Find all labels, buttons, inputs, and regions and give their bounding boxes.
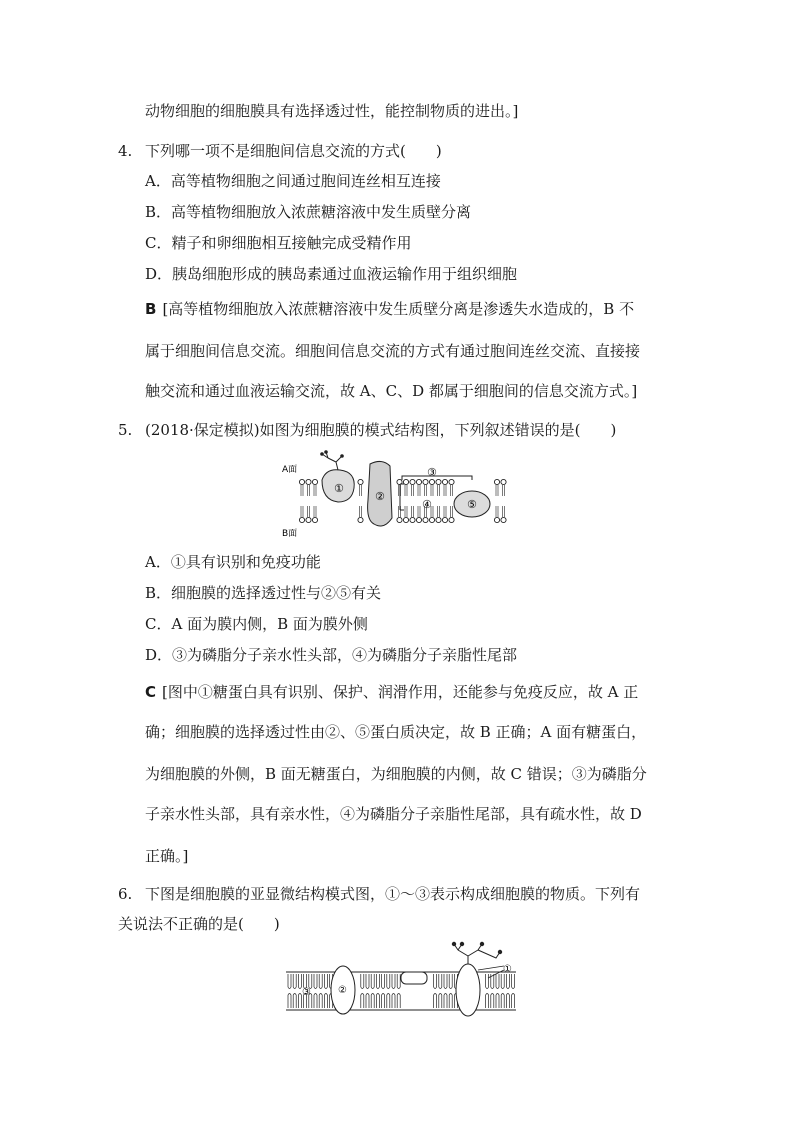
q4-answer-line-1 (145, 299, 634, 319)
q4-option-c: C．精子和卵细胞相互接触完成受精作用 (145, 234, 412, 252)
q4-answer-letter: B (145, 300, 157, 318)
q4-option-d: D．胰岛细胞形成的胰岛素通过血液运输作用于组织细胞 (145, 265, 518, 283)
membrane-diagram-q6 (282, 940, 518, 1020)
q5-explanation-2: 确；细胞膜的选择透过性由②、⑤蛋白质决定，故 B 正确；A 面有糖蛋白， (145, 723, 647, 741)
q5-explanation-1: [图中①糖蛋白具有识别、保护、润滑作用，还能参与免疫反应，故 A 正 (162, 683, 639, 701)
q6-number: 6. (118, 885, 133, 903)
q5-explanation-5: 正确。] (145, 847, 189, 865)
q5-option-c: C．A 面为膜内侧，B 面为膜外侧 (145, 615, 368, 633)
membrane-diagram-q5 (282, 450, 512, 542)
marker-3: ③ (427, 466, 437, 479)
peripheral-protein (401, 972, 427, 984)
q5-explanation-3: 为细胞膜的外侧，B 面无糖蛋白，为细胞膜的内侧，故 C 错误；③为磷脂分 (145, 765, 647, 783)
q5-stem: (2018·保定模拟)如图为细胞膜的模式结构图，下列叙述错误的是( ) (145, 421, 617, 439)
side-a-label: A面 (282, 465, 298, 475)
marker-1: ① (334, 482, 344, 495)
marker-2: ② (375, 490, 385, 503)
phospholipid-heads-inner (299, 517, 506, 522)
marker-1: ① (503, 964, 512, 975)
glycoprotein (456, 964, 480, 1016)
sugar-chain (454, 944, 500, 964)
marker-4: ④ (422, 498, 432, 511)
q5-option-d: D．③为磷脂分子亲水性头部，④为磷脂分子亲脂性尾部 (145, 646, 518, 664)
q4-explanation-2: 属于细胞间信息交流。细胞间信息交流的方式有通过胞间连丝交流、直接接 (145, 342, 641, 360)
q5-option-a: A．①具有识别和免疫功能 (145, 553, 321, 571)
q5-answer-line-1 (145, 682, 638, 702)
prev-answer-tail: 动物细胞的细胞膜具有选择透过性，能控制物质的进出。] (145, 102, 519, 120)
q4-option-a: A．高等植物细胞之间通过胞间连丝相互连接 (145, 172, 441, 190)
side-b-label: B面 (282, 529, 298, 539)
q6-stem-2: 关说法不正确的是( ) (118, 915, 280, 933)
q5-option-b: B．细胞膜的选择透过性与②⑤有关 (145, 584, 382, 602)
sugar-chain (322, 452, 342, 470)
marker-2: ② (338, 985, 347, 996)
q4-stem: 下列哪一项不是细胞间信息交流的方式( ) (145, 142, 442, 160)
q5-explanation-4: 子亲水性头部，具有亲水性，④为磷脂分子亲脂性尾部，具有疏水性，故 D (145, 805, 642, 823)
marker-5: ⑤ (467, 498, 477, 511)
q5-number: 5. (118, 421, 133, 439)
q5-answer-letter: C (145, 683, 157, 701)
q4-explanation-1: [高等植物细胞放入浓蔗糖溶液中发生质壁分离是渗透失水造成的，B 不 (162, 300, 635, 318)
q4-explanation-3: 触交流和通过血液运输交流，故 A、C、D 都属于细胞间的信息交流方式。] (145, 382, 638, 400)
q4-option-b: B．高等植物细胞放入浓蔗糖溶液中发生质壁分离 (145, 203, 472, 221)
marker-3: ③ (302, 987, 311, 998)
leader-line-1 (478, 966, 504, 970)
q4-number: 4. (118, 142, 133, 160)
q6-stem-1: 下图是细胞膜的亚显微结构模式图，①～③表示构成细胞膜的物质。下列有 (145, 885, 641, 903)
